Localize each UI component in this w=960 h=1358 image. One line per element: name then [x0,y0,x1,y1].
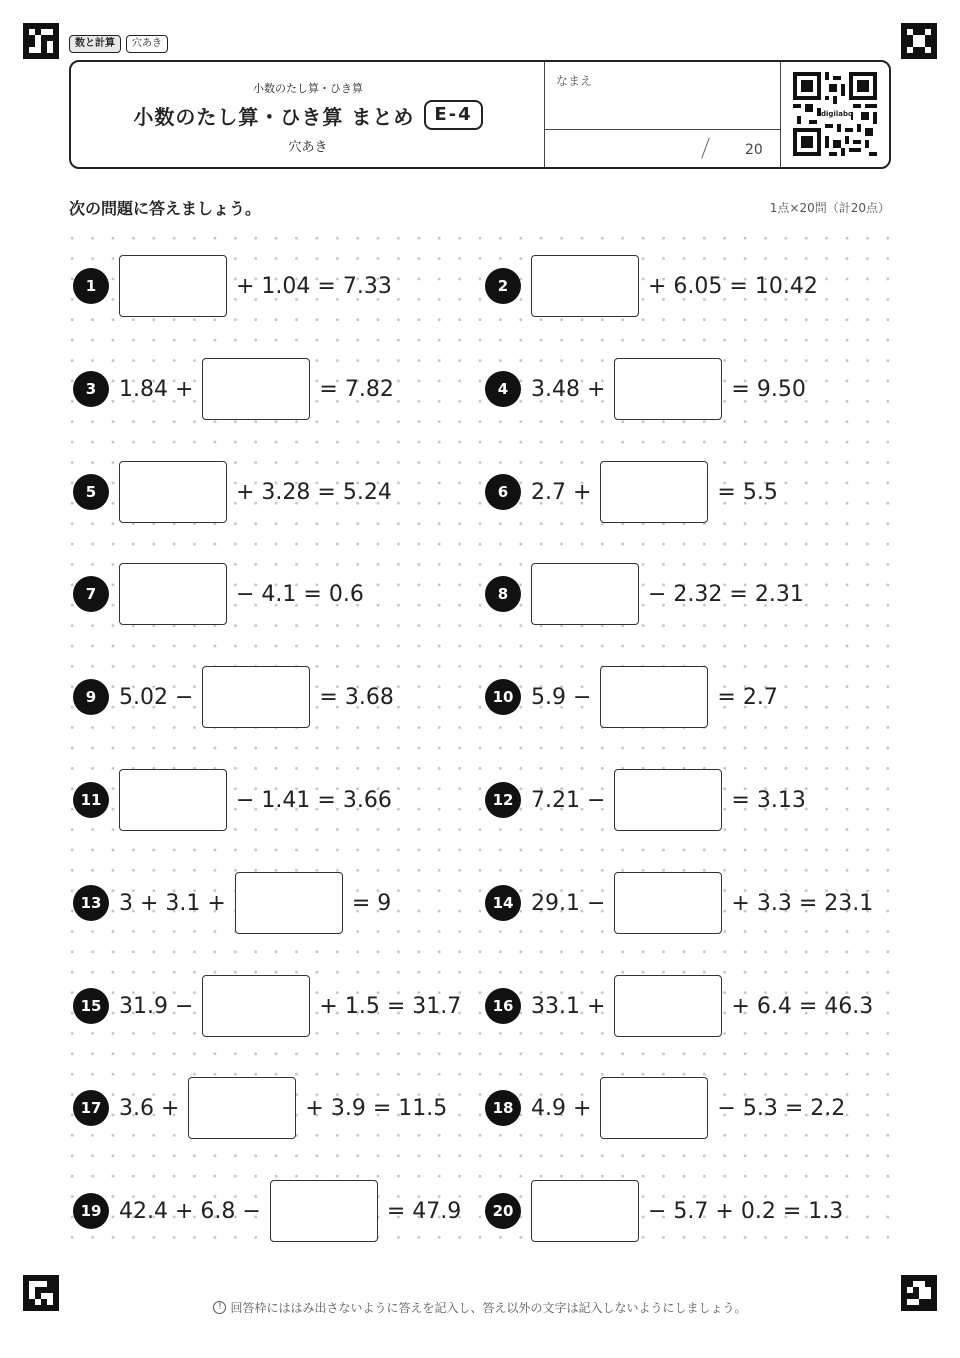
problem-right-expression: − 5.3 = 2.2 [717,1095,846,1121]
problem-9 [73,665,394,729]
answer-box[interactable] [531,563,639,625]
problem-number: 14 [485,885,521,921]
info-icon: ! [213,1301,226,1314]
answer-box[interactable] [270,1180,378,1242]
worksheet-title: 小数のたし算・ひき算 まとめ [133,104,415,129]
problem-19 [73,1179,461,1243]
problem-10 [485,665,778,729]
problem-3 [73,357,394,421]
problem-right-expression: + 6.05 = 10.42 [648,273,818,299]
tag-variant: 穴あき [126,35,168,53]
problem-right-expression: = 7.82 [319,376,394,402]
problem-right-expression: = 9 [351,890,392,916]
score-slash [701,137,709,158]
title-area [71,62,545,167]
problem-15 [73,974,461,1038]
corner-marker-top-right-icon [901,23,937,59]
qr-code-icon [793,72,877,156]
problem-right-expression: − 2.32 = 2.31 [648,581,804,607]
problem-right-expression: + 3.9 = 11.5 [305,1095,448,1121]
answer-box[interactable] [600,666,708,728]
problem-1 [73,254,392,318]
name-label: なまえ [556,74,593,88]
tag-category: 数と計算 [69,35,121,53]
answer-box[interactable] [188,1077,296,1139]
title-row [71,100,545,130]
problem-left-operand: 5.9 − [531,684,592,710]
problem-right-expression: = 47.9 [386,1198,462,1224]
problem-right-expression: − 5.7 + 0.2 = 1.3 [648,1198,844,1224]
left-margin [0,0,64,1358]
footer-text: 回答枠にははみ出さないように答えを記入し、答え以外の文字は記入しないようにしましょう。 [230,1301,747,1315]
problem-right-expression: + 3.3 = 23.1 [731,890,874,916]
problem-left-operand: 33.1 + [531,993,606,1019]
problem-18 [485,1076,845,1140]
problem-number: 13 [73,885,109,921]
problem-8 [485,562,804,626]
right-margin [892,0,960,1358]
points-note: 1点×20問（計20点） [769,201,890,215]
problem-number: 7 [73,576,109,612]
problem-17 [73,1076,447,1140]
problem-number: 4 [485,371,521,407]
problem-13 [73,871,391,935]
problem-number: 19 [73,1193,109,1229]
problem-left-operand: 31.9 − [119,993,194,1019]
problem-number: 20 [485,1193,521,1229]
score-total: 20 [745,142,763,158]
answer-box[interactable] [600,461,708,523]
qr-label: digilabo [821,110,853,118]
footer-note [0,1299,960,1316]
problem-right-expression: + 1.5 = 31.7 [319,993,462,1019]
problem-left-operand: 3.6 + [119,1095,180,1121]
problem-left-operand: 29.1 − [531,890,606,916]
answer-box[interactable] [119,563,227,625]
worksheet-variant: 穴あき [288,140,328,155]
problem-left-operand: 5.02 − [119,684,194,710]
answer-box[interactable] [614,769,722,831]
answer-box[interactable] [202,666,310,728]
answer-box[interactable] [119,769,227,831]
problem-right-expression: − 1.41 = 3.66 [236,787,392,813]
problem-right-expression: + 6.4 = 46.3 [731,993,874,1019]
problem-number: 1 [73,268,109,304]
problem-left-operand: 4.9 + [531,1095,592,1121]
problem-number: 8 [485,576,521,612]
problem-6 [485,460,778,524]
problem-4 [485,357,806,421]
problem-left-operand: 1.84 + [119,376,194,402]
problem-16 [485,974,873,1038]
problem-left-operand: 3.48 + [531,376,606,402]
answer-box[interactable] [614,872,722,934]
name-score-area [545,62,781,167]
answer-box[interactable] [202,358,310,420]
answer-box[interactable] [600,1077,708,1139]
problem-number: 18 [485,1090,521,1126]
problem-number: 10 [485,679,521,715]
answer-box[interactable] [202,975,310,1037]
problem-number: 11 [73,782,109,818]
answer-box[interactable] [614,358,722,420]
problem-right-expression: = 5.5 [717,479,778,505]
answer-box[interactable] [119,255,227,317]
problem-7 [73,562,364,626]
problem-20 [485,1179,843,1243]
problem-number: 16 [485,988,521,1024]
problem-left-operand: 2.7 + [531,479,592,505]
worksheet-code: E-4 [424,100,482,130]
problem-number: 9 [73,679,109,715]
problem-number: 12 [485,782,521,818]
problem-14 [485,871,873,935]
problem-number: 2 [485,268,521,304]
problem-12 [485,768,806,832]
worksheet-subtitle: 小数のたし算・ひき算 [253,82,363,95]
answer-box[interactable] [531,1180,639,1242]
problem-left-operand: 7.21 − [531,787,606,813]
problem-number: 17 [73,1090,109,1126]
problem-11 [73,768,392,832]
problem-right-expression: = 9.50 [731,376,806,402]
problem-5 [73,460,392,524]
problem-right-expression: + 1.04 = 7.33 [236,273,392,299]
problem-number: 6 [485,474,521,510]
problem-right-expression: = 3.13 [731,787,806,813]
answer-box[interactable] [119,461,227,523]
problem-right-expression: = 3.68 [319,684,394,710]
problem-left-operand: 3 + 3.1 + [119,890,226,916]
problem-2 [485,254,818,318]
problem-right-expression: + 3.28 = 5.24 [236,479,392,505]
worksheet-header [69,60,891,169]
problem-number: 3 [73,371,109,407]
problem-left-operand: 42.4 + 6.8 − [119,1198,261,1224]
answer-box[interactable] [235,872,343,934]
instruction-text: 次の問題に答えましょう。 [69,199,262,218]
corner-marker-top-left-icon [23,23,59,59]
name-divider [545,129,781,130]
problem-number: 15 [73,988,109,1024]
answer-box[interactable] [614,975,722,1037]
category-tags [69,35,168,53]
problem-right-expression: − 4.1 = 0.6 [236,581,364,607]
problem-number: 5 [73,474,109,510]
problem-right-expression: = 2.7 [717,684,778,710]
answer-box[interactable] [531,255,639,317]
